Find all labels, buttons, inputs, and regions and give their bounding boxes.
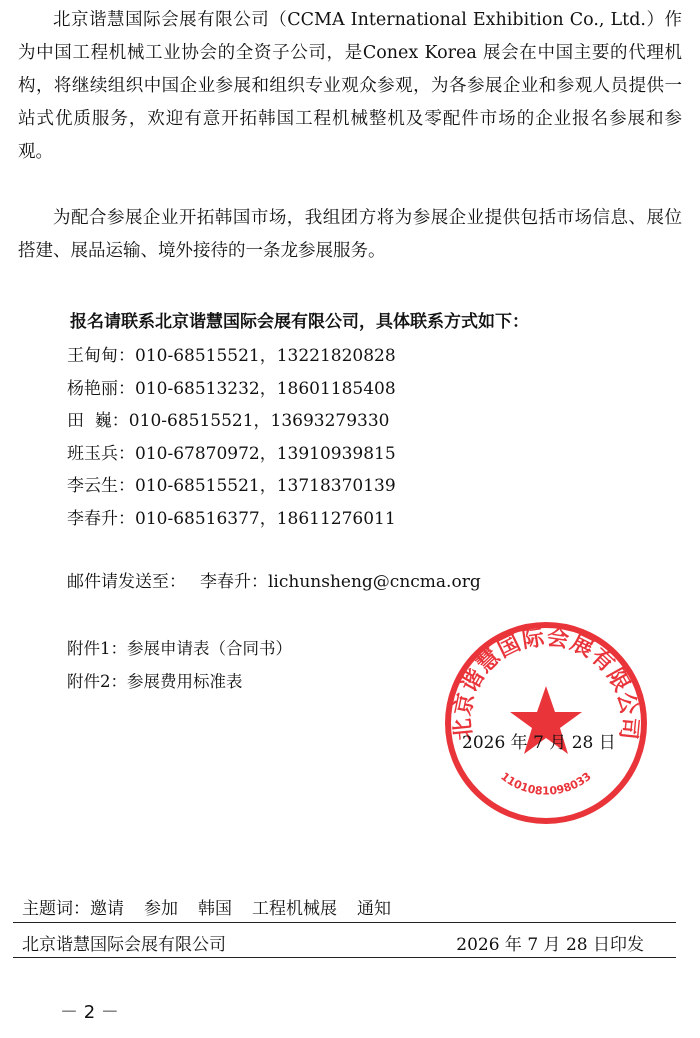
keyword: 工程机械展 (252, 899, 337, 919)
seal-number: 1101081098033 (498, 769, 594, 798)
contact-item: 田 巍：010-68515521，13693279330 (67, 411, 390, 432)
footer-divider-top (13, 922, 676, 923)
intro-paragraph: 北京谐慧国际会展有限公司（CCMA International Exhibition Co., Ltd.）作为中国工程机械工业协会的全资子公司，是Conex Korea 展会在中国主要的代理机构，将继续组织中国企业参展和组织专业观众参观，为各参展企业和参观人员提供一站式优质服务，欢迎有意开拓韩国工程机械整机及零配件市场的企业报名参展和参观。 (18, 10, 682, 162)
company-seal-stamp (441, 618, 651, 828)
attachment-item: 附件2：参展费用标准表 (67, 672, 243, 691)
email-value: 李春升：lichunsheng@cncma.org (200, 572, 481, 592)
keyword: 参加 (144, 899, 178, 919)
contact-item: 李春升：010-68516377，18611276011 (67, 508, 396, 529)
contact-item: 杨艳丽：010-68513232，18601185408 (67, 378, 396, 399)
contact-list (67, 340, 396, 536)
contact-heading: 报名请联系北京谐慧国际会展有限公司，具体联系方式如下： (70, 312, 529, 332)
keyword: 邀请 (90, 899, 124, 919)
seal-org-name: 北京谐慧国际会展有限公司 (450, 625, 642, 742)
email-label: 邮件请发送至： (67, 572, 186, 592)
signature-date: 2026 年 7 月 28 日 (462, 733, 616, 753)
contact-item: 王甸甸：010-68515521，13221820828 (67, 346, 396, 366)
keywords-line (22, 894, 411, 919)
footer-print-date: 2026 年 7 月 28 日印发 (456, 935, 644, 955)
keywords-label: 主题词： (22, 899, 90, 919)
email-line (67, 567, 481, 592)
keyword: 韩国 (198, 899, 232, 919)
service-paragraph: 为配合参展企业开拓韩国市场，我组团方将为参展企业提供包括市场信息、展位搭建、展品运输、境外接待的一条龙参展服务。 (18, 208, 682, 261)
keyword: 通知 (357, 899, 391, 919)
footer-org: 北京谐慧国际会展有限公司 (22, 935, 226, 955)
footer-divider-bottom (13, 957, 676, 958)
attachment-list (67, 632, 292, 698)
contact-item: 班玉兵：010-67870972，13910939815 (67, 443, 396, 464)
svg-text:1101081098033 (498, 770, 593, 798)
page-number: － 2 － (60, 1002, 119, 1023)
contact-item: 李云生：010-68515521，13718370139 (67, 476, 396, 497)
attachment-item: 附件1：参展申请表（合同书） (67, 639, 292, 658)
